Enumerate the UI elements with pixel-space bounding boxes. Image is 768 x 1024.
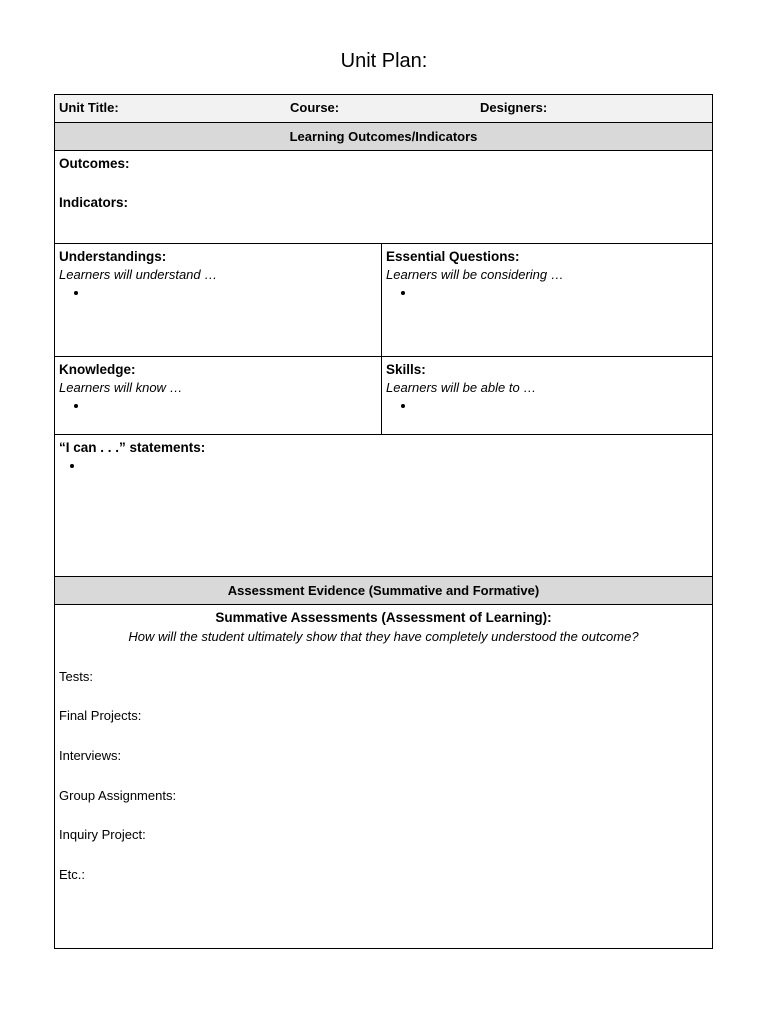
outcomes-label: Outcomes: xyxy=(59,156,130,171)
list-item xyxy=(89,397,377,415)
unit-title-label: Unit Title: xyxy=(59,100,119,115)
knowledge-heading: Knowledge: xyxy=(59,362,136,377)
list-item xyxy=(85,457,708,475)
understandings-cell xyxy=(55,244,381,356)
skills-list xyxy=(386,397,708,415)
learning-outcomes-heading-row xyxy=(55,123,712,151)
knowledge-list xyxy=(59,397,377,415)
learning-outcomes-heading: Learning Outcomes/Indicators xyxy=(289,129,478,144)
essential-questions-cell xyxy=(382,244,712,356)
skills-prompt: Learners will be able to … xyxy=(386,380,537,395)
list-item xyxy=(416,397,708,415)
knowledge-row xyxy=(55,357,712,435)
assessment-heading: Assessment Evidence (Summative and Formative) xyxy=(227,583,540,598)
list-item xyxy=(89,284,377,302)
outcomes-row xyxy=(55,151,712,244)
understandings-heading: Understandings: xyxy=(59,249,167,264)
summative-row xyxy=(55,605,712,948)
skills-cell xyxy=(382,357,712,434)
assessment-heading-row xyxy=(55,577,712,605)
summative-question: How will the student ultimately show that they have completely understood the outcome? xyxy=(128,629,639,644)
assessment-item-inquiry-project: Inquiry Project: xyxy=(59,827,146,842)
summative-heading: Summative Assessments (Assessment of Learning): xyxy=(215,610,552,625)
list-item xyxy=(416,284,708,302)
i-can-list xyxy=(59,457,708,475)
skills-heading: Skills: xyxy=(386,362,426,377)
assessment-item-tests: Tests: xyxy=(59,669,93,684)
page-title: Unit Plan: xyxy=(340,50,428,72)
assessment-item-group-assignments: Group Assignments: xyxy=(59,788,177,803)
knowledge-prompt: Learners will know … xyxy=(59,380,183,395)
assessment-item-final-projects: Final Projects: xyxy=(59,708,142,723)
essential-questions-list xyxy=(386,284,708,302)
understandings-list xyxy=(59,284,377,302)
i-can-row xyxy=(55,435,712,577)
essential-questions-prompt: Learners will be considering … xyxy=(386,267,564,282)
i-can-cell xyxy=(55,435,712,576)
indicators-label: Indicators: xyxy=(59,195,129,210)
knowledge-cell xyxy=(55,357,381,434)
assessment-item-etc: Etc.: xyxy=(59,867,86,882)
course-label: Course: xyxy=(290,100,340,115)
assessment-item-interviews: Interviews: xyxy=(59,748,122,763)
unit-plan-table xyxy=(54,94,713,949)
header-row xyxy=(55,95,712,123)
essential-questions-heading: Essential Questions: xyxy=(386,249,520,264)
understandings-prompt: Learners will understand … xyxy=(59,267,218,282)
designers-label: Designers: xyxy=(480,100,548,115)
understandings-row xyxy=(55,244,712,357)
i-can-heading: “I can . . .” statements: xyxy=(59,440,206,455)
